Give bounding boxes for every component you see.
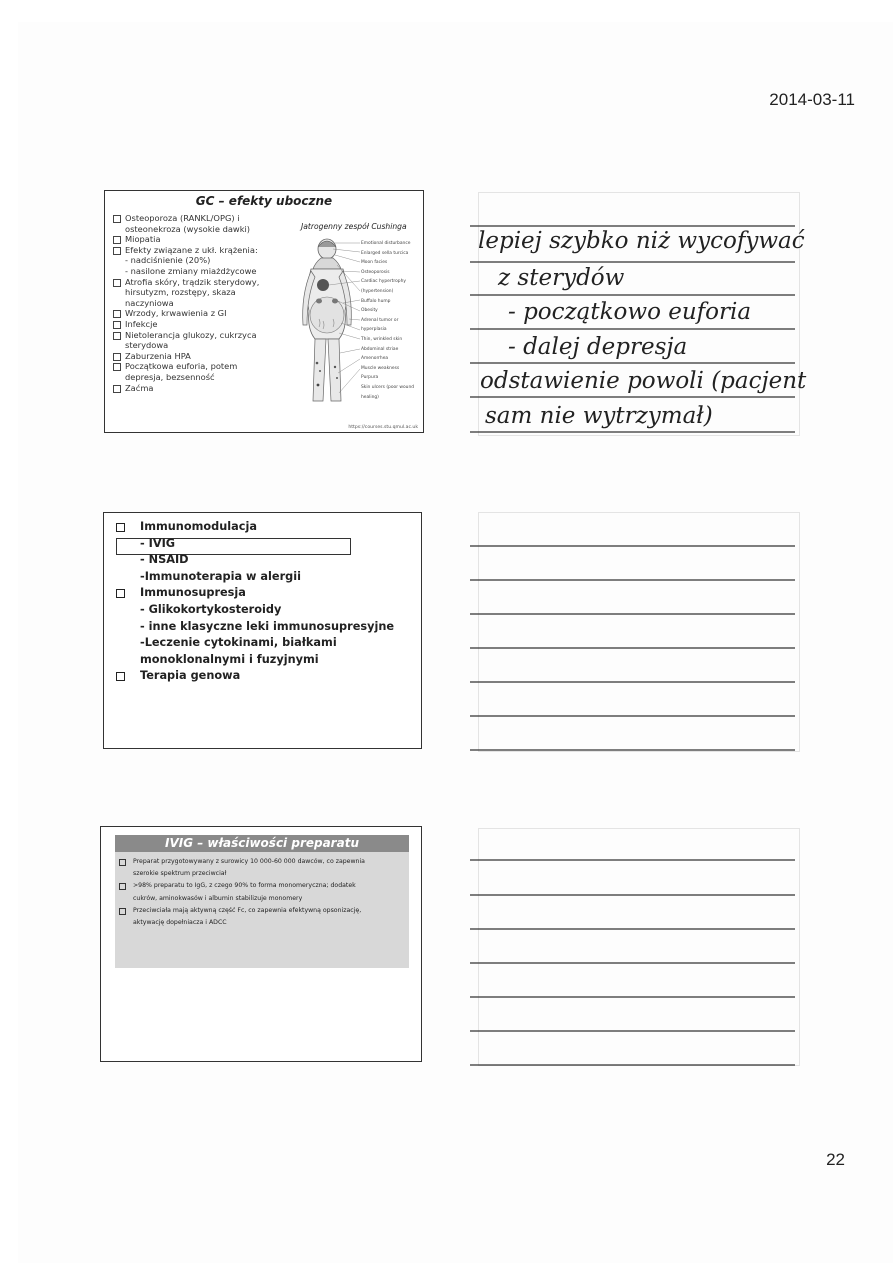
- list-item-line: cukrów, aminokwasów i albumin stabilizuje monomery: [133, 894, 303, 902]
- list-item: Nietolerancja glukozy, cukrzyca: [113, 330, 288, 341]
- figure-label: Amenorrhea: [361, 356, 389, 362]
- list-item-line: aktywację dopełniacza i ADCC: [133, 919, 227, 927]
- list-item: monoklonalnymi i fuzyjnymi: [140, 652, 319, 666]
- list-item: sterydowa: [125, 340, 169, 351]
- list-item: osteonekroza (wysokie dawki): [125, 223, 251, 234]
- list-item: Zaburzenia HPA: [113, 351, 288, 362]
- figure-label: Skin ulcers (poor wound healing): [361, 384, 415, 400]
- page-date: 2014-03-11: [769, 90, 855, 109]
- slide-title: GC – efekty uboczne: [195, 194, 333, 208]
- figure-label: Buffalo hump: [361, 298, 391, 304]
- figure-title: Jatrogenny zespół Cushinga: [301, 222, 407, 231]
- list-item: hirsutyzm, rozstępy, skaza: [125, 287, 236, 298]
- figure-label: Cardiac hypertrophy (hypertension): [361, 279, 406, 294]
- figure-label: Muscle weakness: [361, 365, 400, 371]
- figure-label: Abdominal striae: [361, 346, 399, 352]
- figure-label: Osteoporosis: [361, 269, 390, 275]
- list-item: Immunosupresja: [114, 585, 394, 602]
- list-item-line: >98% preparatu to IgG, z czego 90% to forma monomeryczna; dodatek: [133, 882, 356, 890]
- handwritten-note: - początkowo euforia: [508, 299, 752, 325]
- list-item: - inne klasyczne leki immunosupresyjne: [140, 619, 395, 633]
- list-item: - nasilone zmiany miażdżycowe: [125, 265, 257, 276]
- figure-label: Thin, wrinkled skin: [361, 336, 403, 342]
- list-item: Efekty związane z ukł. krążenia:: [113, 245, 288, 256]
- figure-label: Enlarged sella turcica: [361, 250, 409, 256]
- list-item: - nadciśnienie (20%): [125, 255, 211, 266]
- figure-label: Purpura: [361, 375, 379, 381]
- list-item-line: szerokie spektrum przeciwciał: [133, 870, 227, 878]
- list-item: - IVIG: [140, 536, 176, 550]
- list-item: Miopatia: [113, 234, 288, 245]
- list-item: Immunomodulacja: [114, 519, 394, 536]
- handwritten-note: - dalej depresja: [508, 334, 688, 360]
- handwritten-note: lepiej szybko niż wycofywać: [478, 228, 805, 254]
- list-item: -Leczenie cytokinami, białkami: [140, 636, 337, 650]
- list-item: Terapia genowa: [114, 668, 394, 685]
- slide-title: IVIG – właściwości preparatu: [115, 835, 409, 852]
- list-item-line: Przeciwciała mają aktywną część Fc, co zapewnia efektywną opsonizację,: [133, 906, 362, 914]
- list-item: Zaćma: [113, 383, 288, 394]
- list-item: - Glikokortykosteroidy: [140, 602, 282, 616]
- figure-label: Moon facies: [361, 260, 388, 266]
- list-item: Osteoporoza (RANKL/OPG) i: [113, 213, 288, 224]
- figure-label: Obesity: [361, 308, 378, 314]
- page-number: 22: [826, 1150, 845, 1169]
- list-item: depresja, bezsenność: [125, 371, 215, 382]
- source-url: https://courses.stu.qmul.ac.uk: [348, 425, 418, 430]
- list-item: - NSAID: [140, 553, 189, 567]
- list-item: -Immunoterapia w alergii: [140, 569, 301, 583]
- handwritten-note: z sterydów: [498, 265, 625, 291]
- list-item: Infekcje: [113, 319, 288, 330]
- list-item: Wrzody, krwawienia z GI: [113, 308, 288, 319]
- list-item: Początkowa euforia, potem: [113, 361, 288, 372]
- handwritten-note: odstawienie powoli (pacjent: [480, 368, 807, 394]
- figure-label: Emotional disturbance: [361, 241, 411, 246]
- handwritten-note: sam nie wytrzymał): [485, 403, 713, 429]
- list-item-line: Preparat przygotowywany z surowicy 10 000-60 000 dawców, co zapewnia: [133, 858, 365, 865]
- figure-label: Adrenal tumor or hyperplasia: [361, 317, 399, 333]
- list-item: naczyniowa: [125, 297, 174, 308]
- list-item: Atrofia skóry, trądzik sterydowy,: [113, 277, 288, 288]
